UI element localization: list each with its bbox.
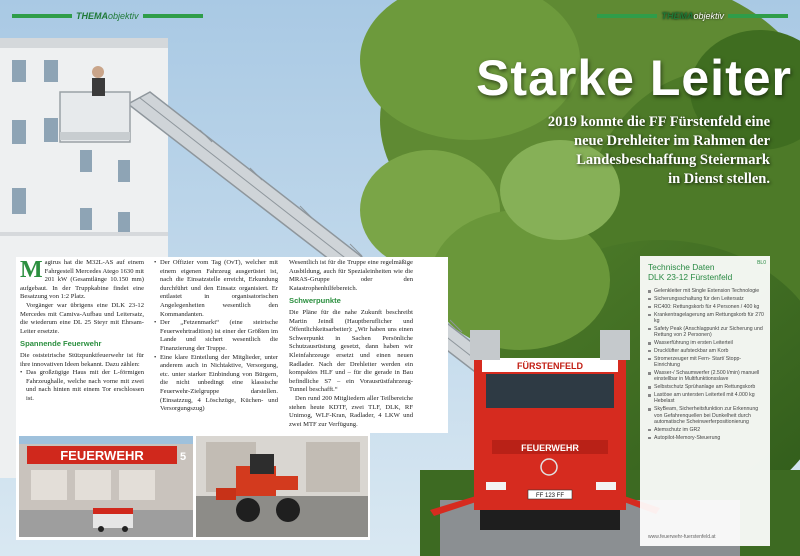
subtitle-line: neue Drehleiter im Rahmen der (574, 133, 770, 149)
box-tag: BL0 (757, 260, 766, 266)
list-item: • Das großzügige Haus mit der L-förmigen Fahrzeughalle, welche nach vorne mit zwei und nach hinten mit einem Tor erschlossen ist. (20, 369, 144, 403)
truck-license-plate: FF 123 FF (535, 493, 565, 499)
section-tag-left (12, 9, 203, 23)
section-tag-bar (143, 14, 203, 18)
section-tag-bar (597, 14, 657, 18)
section-tag-bar (728, 14, 788, 18)
article-paragraph: Die Pläne für die nahe Zukunft beschreibt Martin Jeindl (Hauptberuflicher und Öffentlichkeitsarbeiter): „Wir haben uns einen Schwerpunkt in Sachen Persönliche Schutzausrüstung gesetzt, dann haben wir Kleinfahrzeuge ersetzt und einen neuen Radlader. Nach der Drehleiter werden ein kompaktes HLF und – für die gerade in Bau befindliche S7 – ein Vorausrüstfahrzeug-Tunnel beschafft.“ (289, 308, 413, 394)
technical-data-box (640, 256, 770, 546)
inset-photo-wheel-loader (196, 436, 368, 537)
tech-heading-line-1: Technische Daten (648, 262, 715, 272)
inset-photos (16, 433, 370, 540)
drop-cap: M (20, 257, 43, 283)
list-item: Stromerzeuger mit Fern- Start/ Stopp-Einrichtung (648, 356, 764, 369)
section-tag-bar (12, 14, 72, 18)
list-item: Gelenkleiter mit Single Extension Technologie (648, 288, 764, 294)
list-item: • Der „Fetzenmarkt“ (eine steirische Feuerwehrtradition) ist einer der Größten im Lande und sichert wesentlich die Finanzierung der Truppe. (154, 319, 278, 353)
article-paragraph: Den rund 200 Mitgliedern aller Teilbereiche stehen heute KDTF, zwei TLF, DLK, RF Unimog, WLF-Kran, Radlader, 4 LKW und zwei MTF zur Verfügung. (289, 394, 413, 428)
article-column-3 (289, 259, 413, 429)
section-tag-label: THEMAobjektiv (76, 11, 139, 21)
article-paragraph: Die oststeirische Stützpunktfeuerwehr ist für ihre innovativen Ideen bekannt. Dazu zählen: (20, 351, 144, 368)
section-tag-right (597, 9, 788, 23)
station-number: 5 (179, 451, 187, 463)
website-link[interactable]: www.feuerwehr-fuerstenfeld.at (648, 534, 716, 540)
article-paragraph: Wesentlich ist für die Truppe eine regelmäßige Ausbildung, auch für Spezialeinheiten wie die MRAS-Gruppe oder den Katastrophenhilfebereich. (289, 259, 413, 292)
list-item: Drucklüfter aufsteckbar am Korb (648, 348, 764, 354)
list-item: Atemschutz im GR2 (648, 427, 764, 433)
article-subtitle (520, 113, 770, 189)
feature-list (154, 259, 278, 414)
list-item: Wasser-/ Schaumwerfer (2.500 l/min) manuell einstellbar in Multifunktionsslave (648, 370, 764, 383)
truck-cab-sign: FÜRSTENFELD (517, 361, 583, 371)
article-paragraph: Magirus hat die M32L-AS auf einem Fahrgestell Mercedes Atego 1630 mit 201 kW (Gesamtlänge 10.150 mm) aufgebaut. In der Truppkabine findet eine Besatzung von 1:2 Platz. (20, 257, 144, 301)
article-body (16, 257, 448, 433)
article-subheading: Spannende Feuerwehr (20, 339, 102, 349)
list-item: RC400: Rettungskorb für 4 Personen / 400 kg (648, 304, 764, 310)
list-item: Sicherungsschaltung für den Leitersatz (648, 296, 764, 302)
tech-spec-list (648, 288, 764, 441)
list-item: Autopilot-Memory-Steuerung (648, 435, 764, 441)
list-item: Wasserführung im ersten Leiterteil (648, 340, 764, 346)
article-paragraph: Vorgänger war übrigens eine DLK 23-12 Mercedes mit Camiva-Aufbau und Leitersatz, die wiederum eine DL 25 Steyr mit Ehrsam-Leiter ersetzte. (20, 301, 144, 335)
subtitle-line: in Dienst stellen. (668, 171, 770, 187)
list-item: • Der Offizier vom Tag (OvT), welcher mit einem eigenen Fahrzeug ausgerüstet ist, nach die Einsatzstelle erreicht, Erkundung durchführt und den Einsatz organisiert. Er entlastet in organisatorischen Angelegenheiten wesentlich den Kommandanten. (154, 259, 278, 319)
article-subheading: Schwerpunkte (289, 296, 341, 306)
list-item: Krankentragelagerung am Rettungskorb für 270 kg (648, 312, 764, 325)
feature-list (20, 369, 144, 403)
truck-grille-sign: FEUERWEHR (521, 443, 579, 453)
subtitle-line: 2019 konnte die FF Fürstenfeld eine (547, 114, 770, 130)
list-item: Safety Peak (Anschlagpunkt zur Sicherung und Rettung von 2 Personen) (648, 326, 764, 339)
article-title: Starke Leiter (476, 50, 792, 106)
list-item: SkyBeam, Sicherheitsfunktion zur Erkennung von Gefahrenquellen bei Dunkelheit durch automatische Scheinwerferpositionierung (648, 406, 764, 425)
article-column-1 (20, 259, 144, 404)
tech-heading-line-2: DLK 23-12 Fürstenfeld (648, 272, 733, 282)
subtitle-line: Landesbeschaffung Steiermark (576, 152, 770, 168)
article-column-2 (154, 259, 278, 414)
list-item: Selbstschutz Sprühanlage am Rettungskorb (648, 384, 764, 390)
section-tag-label: THEMAobjektiv (661, 11, 724, 21)
list-item: Lastöse am untersten Leiterteil mit 4.000 kg Hebelast (648, 392, 764, 405)
inset-photo-fire-station (19, 436, 193, 537)
station-sign: FEUERWEHR (60, 448, 144, 463)
list-item: • Eine klare Einteilung der Mitglieder, unter anderem auch in Nichtaktive, Versorgung, etc. unter starker Einbindung von Bürgern, die nicht unbedingt eine klassische Feuerwehr-Zielgruppe darstellen. (Einsatzzug, 4 Löschzüge, Küchen- und Versorgungszug) (154, 354, 278, 414)
